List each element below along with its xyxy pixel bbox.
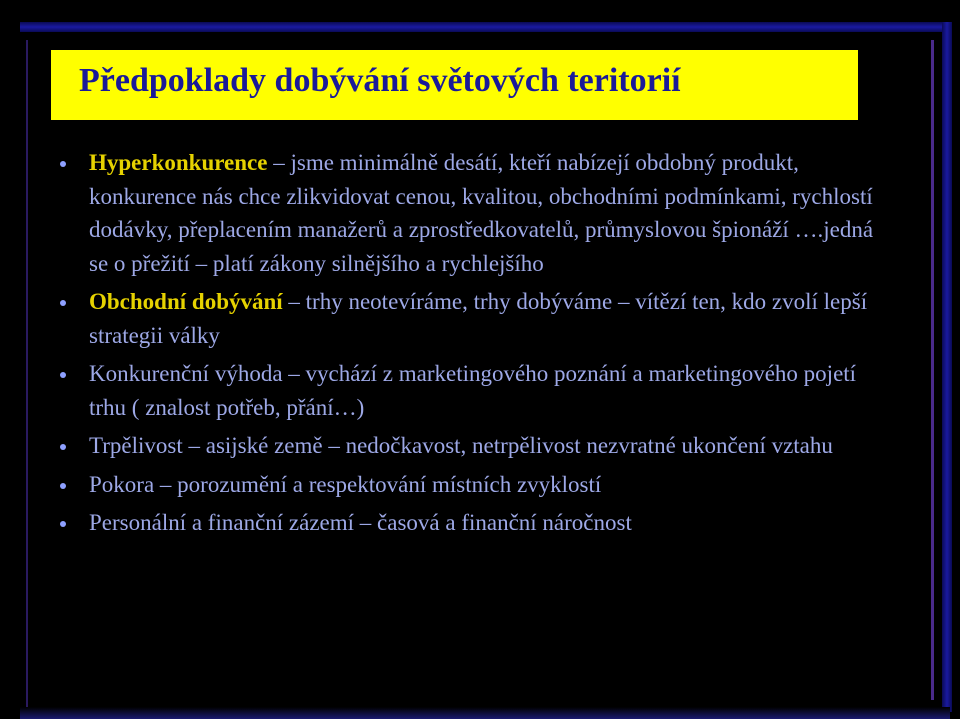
bullet-item-pokora — [52, 468, 882, 502]
bullet-text: Pokora – porozumění a respektování místních zvyklostí — [89, 471, 602, 497]
bullet-text: – jsme minimálně desátí, kteří nabízejí obdobný produkt, konkurence nás chce zlikvidovat cenou, kvalitou, obchodními podmínkami, rychlostí dodávky, přeplacením manažerů a zprostředkovatelů, průmyslovou špionáží ….jedná se o přežití – platí zákony silnějšího a rychlejšího — [89, 150, 874, 276]
frame-right-border — [942, 22, 952, 712]
bullet-dot-icon — [60, 300, 66, 306]
bullet-dot-icon — [60, 521, 66, 527]
frame-right-inner-line — [931, 40, 934, 700]
frame-top-border — [20, 22, 950, 32]
slide-content — [52, 146, 882, 545]
bullet-item-personalni-zazemi — [52, 506, 882, 540]
frame-left-line — [26, 40, 28, 710]
bullet-item-konkurencni-vyhoda — [52, 357, 882, 424]
slide-title: Předpoklady dobývání světových teritorií — [79, 62, 681, 99]
bullet-text: Personální a finanční zázemí – časová a finanční náročnost — [89, 510, 632, 535]
bullet-dot-icon — [60, 444, 66, 450]
bullet-highlight: Hyperkonkurence — [89, 150, 268, 175]
bullet-item-hyperkonkurence — [52, 146, 882, 280]
bullet-text: – trhy neotevíráme, trhy dobýváme – vítězí ten, kdo zvolí lepší strategii války — [89, 289, 868, 348]
bullet-text: Trpělivost – asijské země – nedočkavost, netrpělivost nezvratné ukončení vztahu — [89, 433, 833, 458]
bullet-item-obchodni-dobyvani — [52, 285, 882, 352]
bullet-highlight: Obchodní dobývání — [89, 289, 283, 314]
frame-bottom-strip — [20, 707, 950, 719]
bullet-dot-icon — [60, 161, 66, 167]
bullet-item-trpelivost — [52, 429, 882, 463]
title-bar — [51, 50, 858, 120]
bullet-dot-icon — [60, 483, 66, 489]
bullet-dot-icon — [60, 372, 66, 378]
bullet-text: Konkurenční výhoda – vychází z marketingového poznání a marketingového pojetí trhu ( znalost potřeb, přání…) — [89, 361, 857, 420]
bullet-list — [52, 146, 882, 540]
